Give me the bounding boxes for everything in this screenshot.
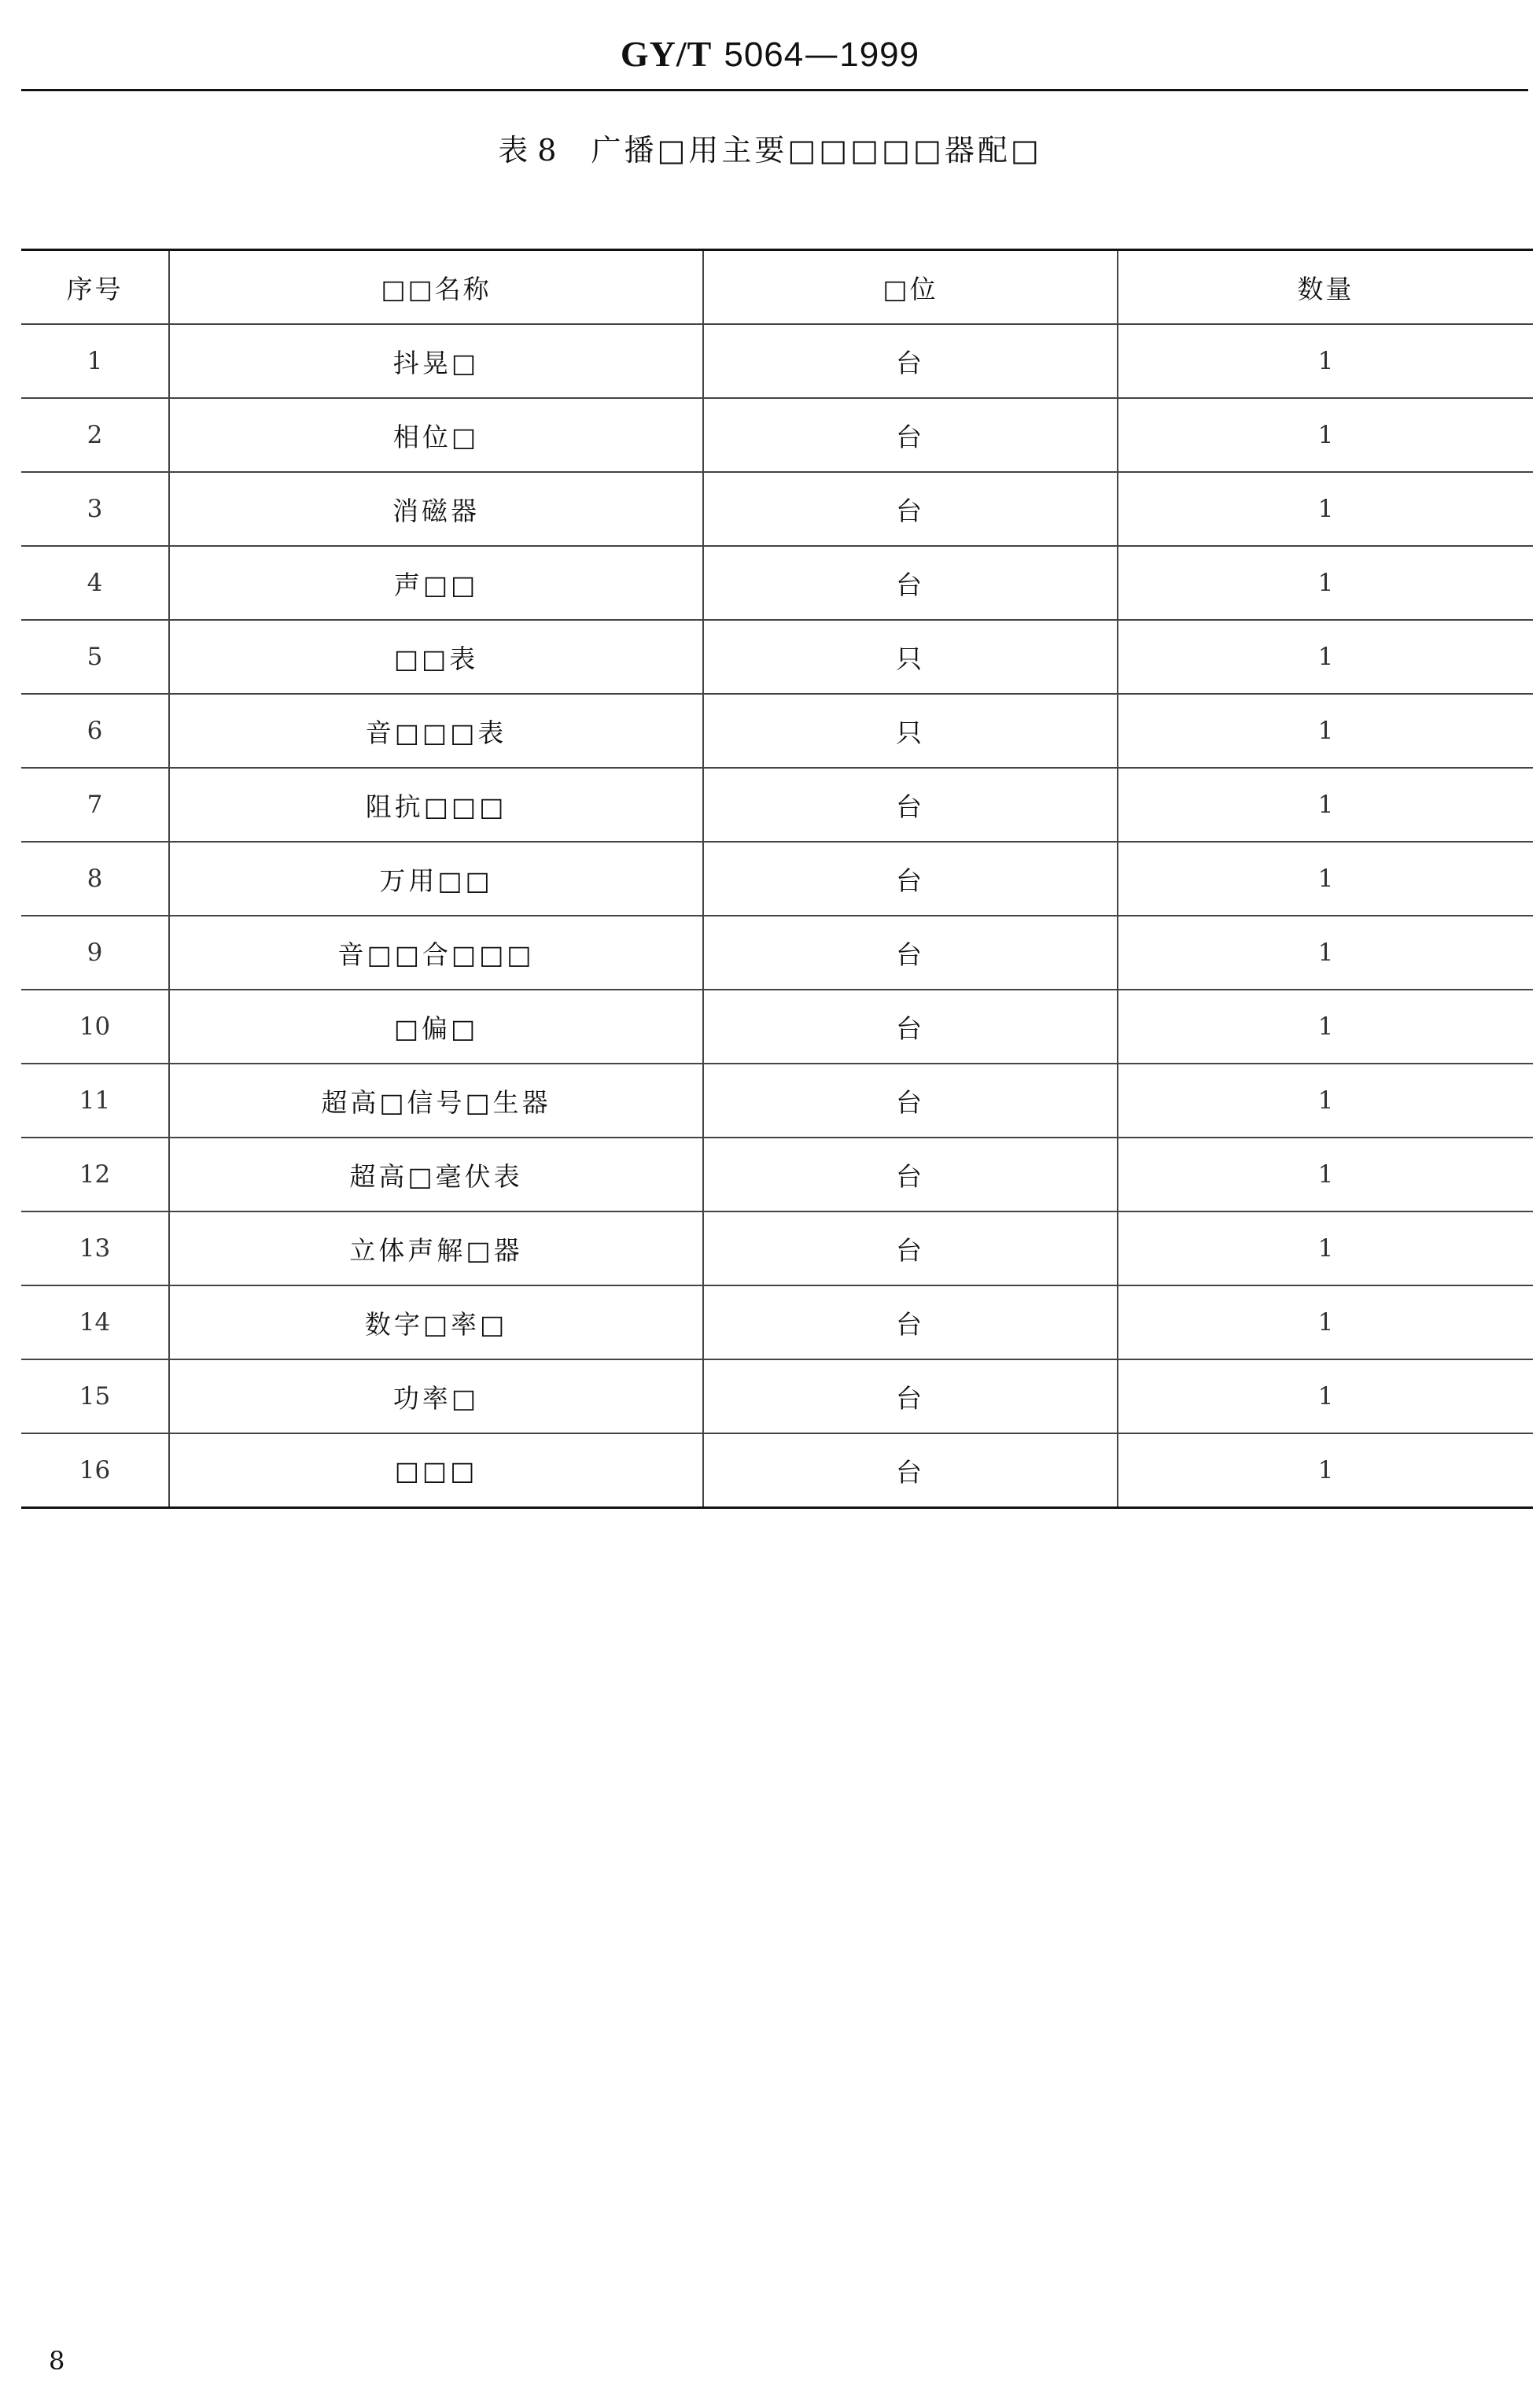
table-title-prefix: 表 (498, 133, 532, 168)
table-row (21, 694, 1533, 768)
unit-cell: 台 (703, 472, 1118, 546)
page-number: 8 (49, 2346, 65, 2376)
column-header-unit: □位 (703, 250, 1118, 325)
table-row (21, 768, 1533, 842)
unit-cell: 台 (703, 546, 1118, 620)
table-header-row (21, 250, 1533, 325)
serial-cell: 5 (21, 620, 169, 694)
equipment-name-cell: 音□□合□□□ (169, 916, 703, 990)
equipment-name-cell: 立体声解□器 (169, 1211, 703, 1285)
quantity-cell: 1 (1118, 842, 1533, 916)
table-row (21, 990, 1533, 1064)
table-row (21, 472, 1533, 546)
serial-cell: 6 (21, 694, 169, 768)
unit-cell: 台 (703, 324, 1118, 398)
equipment-name-cell: 万用□□ (169, 842, 703, 916)
quantity-cell: 1 (1118, 324, 1533, 398)
table-row (21, 1359, 1533, 1433)
equipment-name-cell: 阻抗□□□ (169, 768, 703, 842)
unit-cell: 台 (703, 916, 1118, 990)
quantity-cell: 1 (1118, 990, 1533, 1064)
unit-cell: 台 (703, 1211, 1118, 1285)
quantity-cell: 1 (1118, 694, 1533, 768)
serial-cell: 9 (21, 916, 169, 990)
table-title-number: 8 (537, 133, 560, 168)
unit-cell: 台 (703, 1285, 1118, 1359)
serial-cell: 11 (21, 1064, 169, 1138)
equipment-name-cell: □□表 (169, 620, 703, 694)
serial-cell: 14 (21, 1285, 169, 1359)
unit-cell: 台 (703, 1433, 1118, 1508)
serial-cell: 8 (21, 842, 169, 916)
unit-cell: 台 (703, 1359, 1118, 1433)
serial-cell: 7 (21, 768, 169, 842)
table-row (21, 1211, 1533, 1285)
unit-cell: 台 (703, 842, 1118, 916)
equipment-name-cell: 声□□ (169, 546, 703, 620)
serial-cell: 1 (21, 324, 169, 398)
column-header-name: □□名称 (169, 250, 703, 325)
table-title-caption: 广播□用主要□□□□□器配□ (591, 133, 1042, 168)
table-row (21, 1064, 1533, 1138)
column-header-serial: 序号 (21, 250, 169, 325)
quantity-cell: 1 (1118, 1211, 1533, 1285)
unit-cell: 台 (703, 1138, 1118, 1211)
unit-cell: 台 (703, 990, 1118, 1064)
equipment-name-cell: 消磁器 (169, 472, 703, 546)
standard-code-header (0, 33, 1540, 75)
unit-cell: 台 (703, 768, 1118, 842)
standard-number: 5064 (724, 35, 805, 74)
table-body (21, 324, 1533, 1508)
equipment-table (21, 249, 1533, 1509)
equipment-name-cell: □偏□ (169, 990, 703, 1064)
equipment-name-cell: 超高□信号□生器 (169, 1064, 703, 1138)
column-header-quantity: 数量 (1118, 250, 1533, 325)
table-title (0, 126, 1540, 169)
quantity-cell: 1 (1118, 1138, 1533, 1211)
equipment-name-cell: □□□ (169, 1433, 703, 1508)
quantity-cell: 1 (1118, 1433, 1533, 1508)
equipment-name-cell: 超高□毫伏表 (169, 1138, 703, 1211)
table-row (21, 398, 1533, 472)
quantity-cell: 1 (1118, 472, 1533, 546)
table-row (21, 1433, 1533, 1508)
equipment-name-cell: 相位□ (169, 398, 703, 472)
serial-cell: 15 (21, 1359, 169, 1433)
unit-cell: 台 (703, 1064, 1118, 1138)
equipment-name-cell: 抖晃□ (169, 324, 703, 398)
standard-prefix: GY/T (620, 34, 713, 74)
standard-separator: — (804, 35, 840, 75)
table-row (21, 1138, 1533, 1211)
table-row (21, 546, 1533, 620)
unit-cell: 台 (703, 398, 1118, 472)
table-row (21, 1285, 1533, 1359)
table-row (21, 842, 1533, 916)
equipment-name-cell: 功率□ (169, 1359, 703, 1433)
serial-cell: 3 (21, 472, 169, 546)
serial-cell: 2 (21, 398, 169, 472)
serial-cell: 16 (21, 1433, 169, 1508)
table-row (21, 324, 1533, 398)
equipment-name-cell: 数字□率□ (169, 1285, 703, 1359)
unit-cell: 只 (703, 620, 1118, 694)
table-row (21, 916, 1533, 990)
quantity-cell: 1 (1118, 546, 1533, 620)
unit-cell: 只 (703, 694, 1118, 768)
standard-year: 1999 (839, 35, 920, 74)
serial-cell: 4 (21, 546, 169, 620)
equipment-name-cell: 音□□□表 (169, 694, 703, 768)
quantity-cell: 1 (1118, 1285, 1533, 1359)
quantity-cell: 1 (1118, 1064, 1533, 1138)
quantity-cell: 1 (1118, 916, 1533, 990)
serial-cell: 13 (21, 1211, 169, 1285)
table-row (21, 620, 1533, 694)
serial-cell: 12 (21, 1138, 169, 1211)
quantity-cell: 1 (1118, 1359, 1533, 1433)
header-divider (21, 89, 1528, 91)
quantity-cell: 1 (1118, 398, 1533, 472)
quantity-cell: 1 (1118, 620, 1533, 694)
quantity-cell: 1 (1118, 768, 1533, 842)
serial-cell: 10 (21, 990, 169, 1064)
